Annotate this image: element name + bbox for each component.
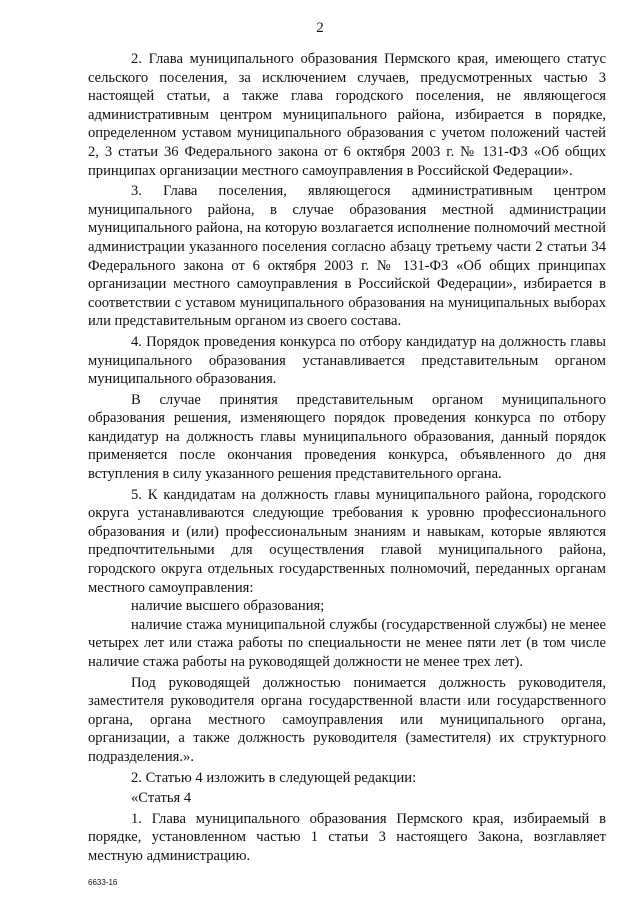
paragraph-competition-change: В случае принятия представительным органом муниципального образования решения, изменяющего порядок проведения конкурса по отбору кандидатур на должность главы муниципального образования, данный порядок применяется после окончания проведения конкурса, объявленного до дня вступления в силу указанного решения представительного органа. (88, 391, 606, 483)
paragraph-higher-education: наличие высшего образования; (131, 598, 325, 615)
paragraph-experience: наличие стажа муниципальной службы (государственной службы) не менее четырех лет или стажа работы по специальности не менее пяти лет (в том числе наличие стажа работы на руководящей должности не менее трех лет). (88, 616, 606, 670)
paragraph-managerial-position: Под руководящей должностью понимается должность руководителя, заместителя руководителя органа государственной власти или государственного органа, органа местного самоуправления или муниципального органа, организации, а также должность руководителя (заместителя) их структурного подразделения.». (88, 674, 606, 765)
paragraph-part-4: 4. Порядок проведения конкурса по отбору кандидатур на должность главы муниципального образования устанавливается представительным органом муниципального образования. (88, 333, 606, 388)
paragraph-article-4-part-1: 1. Глава муниципального образования Пермского края, избираемый в порядке, установленном частью 1 статьи 3 настоящего Закона, возглавляет местную администрацию. (88, 810, 606, 864)
paragraph-part-3: 3. Глава поселения, являющегося административным центром муниципального района, в случае образования местной администрации муниципального района, на которую возлагается исполнение полномочий местной администрации указанного поселения согласно абзацу третьему части 2 статьи 34 Федерального закона от 6 октября 2003 г. № 131-ФЗ «Об общих принципах организации местного самоуправления в Российской Федерации», избирается в соответствии с уставом муниципального образования на муниципальных выборах или представительным органом из своего состава. (88, 183, 606, 330)
paragraph-part-5: 5. К кандидатам на должность главы муниципального района, городского округа устанавливаются следующие требования к уровню профессионального образования и (или) профессиональным знаниям и навыкам, которые являются предпочтительными для осуществления главой муниципального района, городского округа отдельных государственных полномочий, переданных органам местного самоуправления: (88, 486, 606, 596)
article-4-heading: «Статья 4 (131, 790, 192, 807)
document-code: 6633-16 (88, 878, 118, 887)
paragraph-part-2: 2. Глава муниципального образования Пермского края, имеющего статус сельского поселения, за исключением случаев, предусмотренных частью 3 настоящей статьи, а также глава городского поселения, не являющегося административным центром муниципального района, избирается в порядке, определенном уставом муниципального образования с учетом положений частей 2, 3 статьи 36 Федерального закона от 6 октября 2003 г. № 131-ФЗ «Об общих принципах организации местного самоуправления в Российской Федерации». (88, 51, 606, 179)
paragraph-article-4-amendment: 2. Статью 4 изложить в следующей редакции: (131, 769, 417, 786)
page-number: 2 (316, 20, 324, 36)
document-body (88, 50, 606, 866)
